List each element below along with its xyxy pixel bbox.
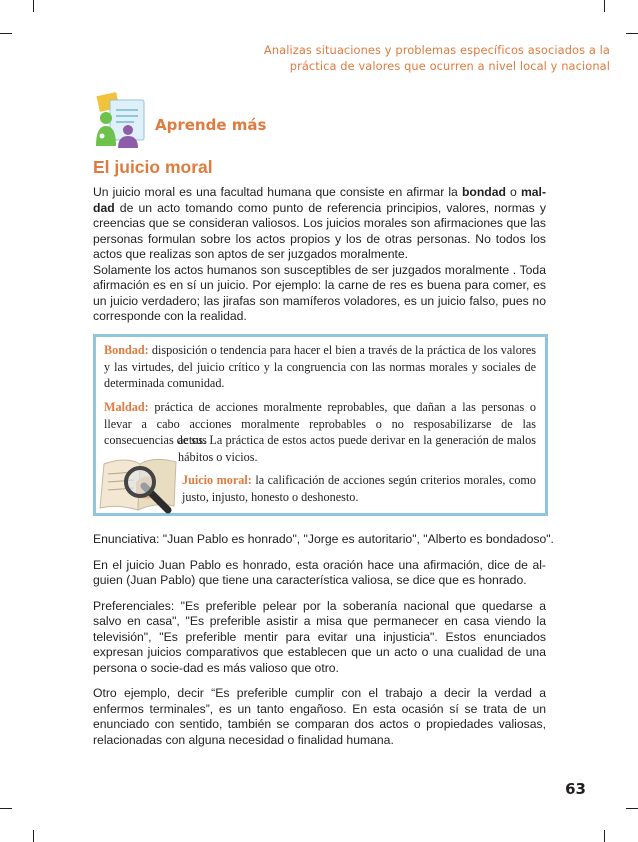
crop-mark: [0, 808, 12, 809]
crop-mark: [33, 830, 34, 842]
crop-mark: [626, 808, 638, 809]
running-head-line-1: Analizas situaciones y problemas específicos asociados a la: [263, 43, 610, 57]
crop-mark: [626, 33, 638, 34]
definition-text: disposición o tendencia para hacer el bien a través de la práctica de los valores y las virtudes, del juicio crítico y la congruencia con las normas morales y sociales de determinada comunidad.: [104, 343, 536, 390]
learn-more-icon: [92, 92, 152, 148]
intro-text-run: o: [505, 185, 521, 199]
intro-text-run: de un acto tomando como punto de referencia principios, valores, normas y creencias que se consideran valiosos. Los juicios morales son afirmaciones que las personas formulan sobre los actos propios y los de otras personas. No todos los actos que realizas son aptos de ser juzgados moralmente.: [93, 200, 546, 261]
intro-paragraph-2: Solamente los actos humanos son susceptibles de ser juzgados moralmente . Toda afirmación es en sí un juicio. Por ejemplo: la carne de res es buena para comer, es un juicio verdadero; las jirafas son mamíferos voladores, es un juicio falso, pues no corresponde con la realidad.: [93, 262, 546, 323]
definition-bondad: [104, 342, 536, 392]
definition-text: la calificación de acciones según criterios morales, como justo, injusto, honesto o deshonesto.: [182, 473, 536, 504]
crop-mark: [604, 830, 605, 842]
paragraph-preferenciales: Preferenciales: "Es preferible pelear por la soberanía nacional que quedarse a salvo en casa", "Es preferible asistir a misa que permanecer en casa viendo la televisión", "Es preferible mentir para evitar una injusticia". Estos enunciados expresan juicios comparativos que establecen que un acto o una cualidad de una persona o socie-dad es más valioso que otro.: [93, 598, 546, 675]
page-title: El juicio moral: [93, 157, 213, 177]
intro-paragraph-1: [93, 185, 546, 263]
section-label: Aprende más: [155, 116, 267, 134]
definition-maldad-continued: actos. La práctica de estos actos puede derivar en la generación de malos hábitos o vicios.: [178, 433, 536, 464]
definition-juicio-moral: [182, 472, 536, 505]
page-number: 63: [565, 780, 586, 798]
magnifying-glass-book-image: [96, 442, 180, 514]
term-maldad: Maldad:: [104, 400, 149, 414]
crop-mark: [33, 0, 34, 12]
intro-text-run: Un juicio moral es una facultad humana que consiste en afirmar la: [93, 185, 462, 199]
paragraph-enunciativa: Enunciativa: "Juan Pablo es honrado", "Jorge es autoritario", "Alberto es bondadoso".: [93, 532, 554, 546]
definition-text: práctica de acciones moralmente reprobables, que dañan a las personas o llevar a cabo acciones moralmente reprobables o no resposabilizarse de las consecuencias de sus: [104, 400, 536, 447]
paragraph-otro-ejemplo: Otro ejemplo, decir “Es preferible cumplir con el trabajo a decir la verdad a enfermos terminales”, es un tanto engañoso. En esta ocasión sí se trata de un enunciado con sentido, también se comparan dos actos o propiedades valiosas, relacionadas con alguna necesidad o finalidad humana.: [93, 686, 546, 747]
bold-term-bondad: bondad: [461, 185, 506, 199]
paragraph-ejemplo: En el juicio Juan Pablo es honrado, esta oración hace una afirmación, dice de al-guien (Juan Pablo) que tiene una característica valiosa, se dice que es honrado.: [93, 557, 546, 587]
crop-mark: [604, 0, 605, 12]
main-text: [93, 532, 554, 748]
intro-text: [93, 185, 546, 325]
term-bondad: Bondad:: [104, 343, 149, 357]
term-juicio-moral: Juicio moral:: [182, 473, 252, 487]
bold-term-maldad: mal-dad: [93, 185, 546, 215]
crop-mark: [0, 33, 12, 34]
running-head: [250, 42, 610, 74]
running-head-line-2: práctica de valores que ocurren a nivel local y nacional: [289, 59, 610, 73]
